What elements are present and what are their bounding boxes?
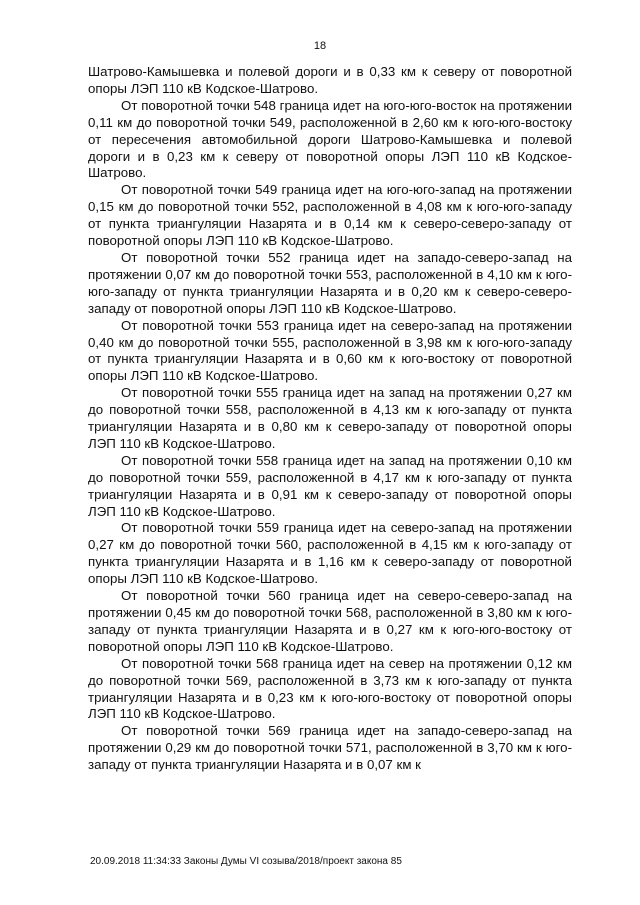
paragraph: От поворотной точки 553 граница идет на северо-запад на протяжении 0,40 км до поворотной точки 555, расположенной в 3,98 км к юго-юго-западу от пункта триангуляции Назарята и в 0,60 км к юго-востоку от поворотной опоры ЛЭП 110 кВ Кодское-Шатрово.	[88, 317, 572, 384]
paragraph: От поворотной точки 549 граница идет на юго-юго-запад на протяжении 0,15 км до поворотной точки 552, расположенной в 4,08 км к юго-юго-западу от пункта триангуляции Назарята и в 0,14 км к северо-северо-западу от поворотной опоры ЛЭП 110 кВ Кодское-Шатрово.	[88, 182, 572, 249]
paragraph: От поворотной точки 552 граница идет на западо-северо-запад на протяжении 0,07 км до поворотной точки 553, расположенной в 4,10 км к юго-юго-западу от пункта триангуляции Назарята и в 0,20 км к северо-северо-западу от поворотной опоры ЛЭП 110 кВ Кодское-Шатрово.	[88, 249, 572, 316]
document-body	[88, 64, 572, 774]
paragraph: От поворотной точки 560 граница идет на северо-северо-запад на протяжении 0,45 км до поворотной точки 568, расположенной в 3,80 км к юго-западу от пункта триангуляции Назарята и в 0,27 км к юго-юго-востоку от поворотной опоры ЛЭП 110 кВ Кодское-Шатрово.	[88, 588, 572, 654]
document-footer: 20.09.2018 11:34:33 Законы Думы VI созыва/2018/проект закона 85	[90, 856, 402, 867]
paragraph: От поворотной точки 569 граница идет на западо-северо-запад на протяжении 0,29 км до поворотной точки 571, расположенной в 3,70 км к юго-западу от пункта триангуляции Назарята и в 0,07 км к	[88, 723, 572, 773]
paragraph: От поворотной точки 559 граница идет на северо-запад на протяжении 0,27 км до поворотной точки 560, расположенной в 4,15 км к юго-западу от пункта триангуляции Назарята и в 1,16 км к северо-западу от поворотной опоры ЛЭП 110 кВ Кодское-Шатрово.	[88, 520, 572, 587]
paragraph: От поворотной точки 568 граница идет на север на протяжении 0,12 км до поворотной точки 569, расположенной в 3,73 км к юго-западу от пункта триангуляции Назарята и в 0,23 км к юго-юго-востоку от поворотной опоры ЛЭП 110 кВ Кодское-Шатрово.	[88, 655, 572, 722]
paragraph: От поворотной точки 548 граница идет на юго-юго-восток на протяжении 0,11 км до поворотной точки 549, расположенной в 2,60 км к юго-юго-востоку от пересечения автомобильной дороги Шатрово-Камышевка и полевой дороги и в 0,23 км к северу от поворотной опоры ЛЭП 110 кВ Кодское-Шатрово.	[88, 97, 572, 181]
paragraph-continued: Шатрово-Камышевка и полевой дороги и в 0,33 км к северу от поворотной опоры ЛЭП 110 кВ Кодское-Шатрово.	[88, 64, 572, 96]
page-number: 18	[313, 40, 327, 52]
paragraph: От поворотной точки 558 граница идет на запад на протяжении 0,10 км до поворотной точки 559, расположенной в 4,17 км к юго-западу от пункта триангуляции Назарята и в 0,91 км к северо-западу от поворотной опоры ЛЭП 110 кВ Кодское-Шатрово.	[88, 452, 572, 519]
paragraph: От поворотной точки 555 граница идет на запад на протяжении 0,27 км до поворотной точки 558, расположенной в 4,13 км к юго-западу от пункта триангуляции Назарята и в 0,80 км к северо-западу от поворотной опоры ЛЭП 110 кВ Кодское-Шатрово.	[88, 385, 572, 451]
